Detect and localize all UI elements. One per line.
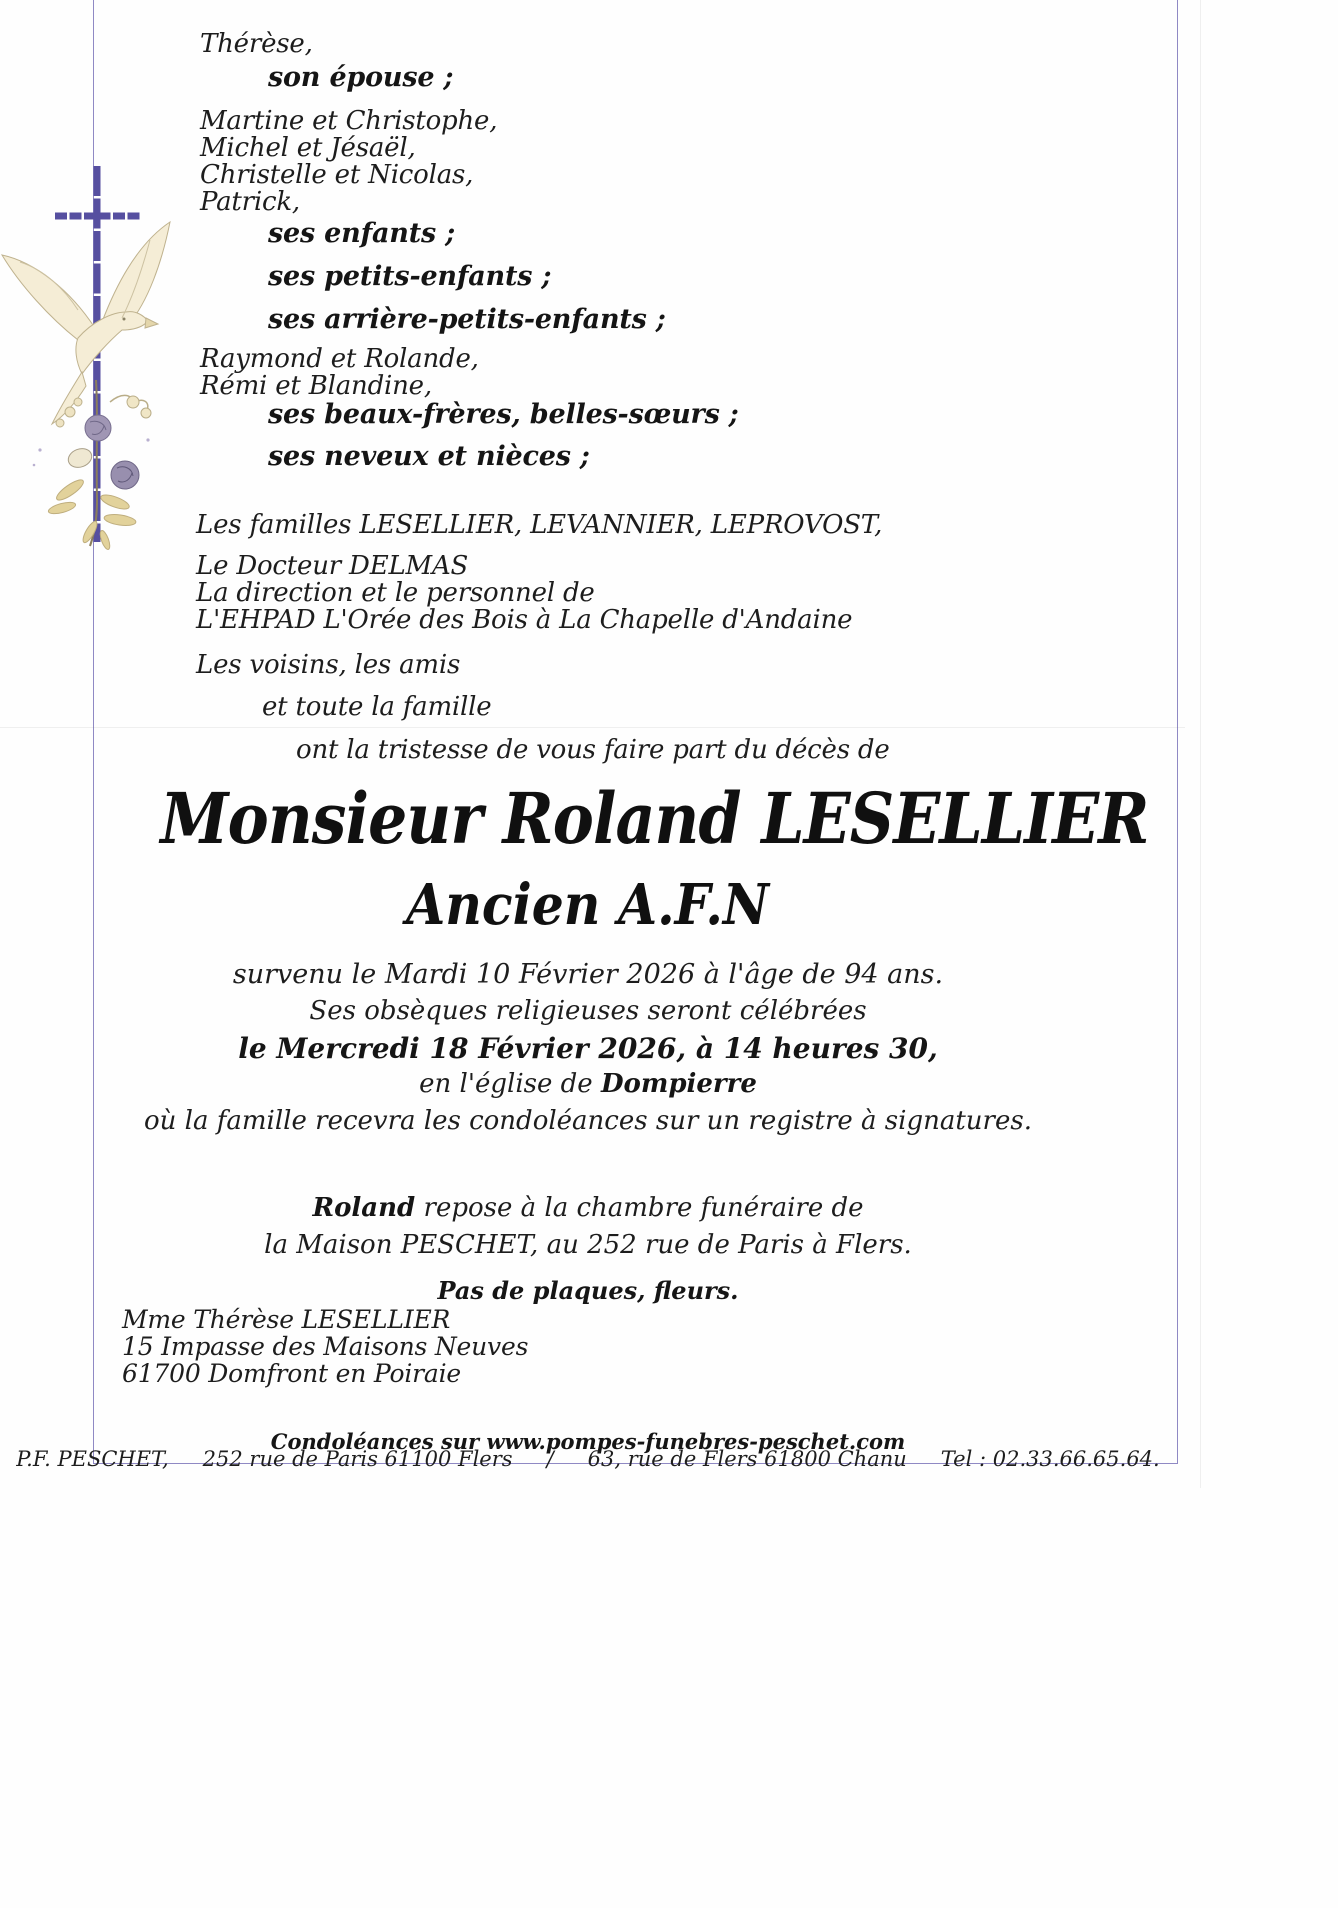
notice-line: Pas de plaques, fleurs. (437, 1276, 739, 1305)
doctor-line: Le Docteur DELMAS (196, 551, 469, 581)
footer-condolences-line: Condoléances sur www.pompes-funebres-peschet.com (270, 1429, 906, 1454)
ehpad-line: L'EHPAD L'Orée des Bois à La Chapelle d'Andaine (196, 605, 853, 635)
children-relation: ses enfants ; (268, 218, 455, 249)
dove-icon (2, 222, 170, 424)
contact-name: Mme Thérèse LESELLIER (122, 1305, 451, 1334)
church-place: Dompierre (600, 1069, 757, 1099)
families-line: Les familles LESELLIER, LEVANNIER, LEPROVOST, (196, 510, 883, 540)
footer-address-chanu: 63, rue de Flers 61800 Chanu (587, 1447, 907, 1471)
inlaw-name: Raymond et Rolande, (200, 344, 479, 374)
footer-company: P.F. PESCHET, (16, 1447, 169, 1471)
child-name: Patrick, (200, 187, 301, 217)
scan-artifact-vline (1200, 0, 1201, 1488)
death-date-line: survenu le Mardi 10 Février 2026 à l'âge de 94 ans. (232, 959, 944, 990)
repose-name: Roland (312, 1193, 416, 1223)
footer-address-line (16, 1447, 1160, 1472)
ceremony-date-line: le Mercredi 18 Février 2026, à 14 heures 30, (238, 1032, 938, 1065)
deceased-subtitle: Ancien A.F.N (406, 872, 770, 938)
contact-address-2: 61700 Domfront en Poiraie (122, 1359, 461, 1388)
footer-address-flers: 252 rue de Paris 61100 Flers (202, 1447, 513, 1471)
nieces-relation: ses neveux et nièces ; (268, 441, 590, 472)
grandchildren-relation: ses petits-enfants ; (268, 261, 552, 292)
whole-family-line: et toute la famille (262, 692, 492, 722)
deceased-name: Monsieur Roland LESELLIER (160, 777, 1149, 860)
staff-line: La direction et le personnel de (196, 578, 595, 608)
inlaws-relation: ses beaux-frères, belles-sœurs ; (268, 399, 739, 430)
child-name: Michel et Jésaël, (200, 133, 416, 163)
ceremony-church-line: en l'église de Dompierre (419, 1069, 757, 1099)
child-name: Christelle et Nicolas, (200, 160, 474, 190)
footer-phone: Tel : 02.33.66.65.64. (940, 1447, 1160, 1471)
neighbors-line: Les voisins, les amis (196, 650, 461, 680)
spouse-relation: son épouse ; (268, 62, 454, 93)
repose-line-2: la Maison PESCHET, au 252 rue de Paris à Flers. (264, 1230, 912, 1260)
inlaw-name: Rémi et Blandine, (200, 371, 432, 401)
decoration-artwork (0, 150, 210, 730)
flower-branch-icon (33, 380, 151, 551)
great-grandchildren-relation: ses arrière-petits-enfants ; (268, 304, 666, 335)
contact-address-1: 15 Impasse des Maisons Neuves (122, 1332, 529, 1361)
spouse-name: Thérèse, (200, 29, 313, 59)
repose-line-1: Roland repose à la chambre funéraire de (312, 1193, 864, 1223)
ceremony-register-line: où la famille recevra les condoléances sur un registre à signatures. (144, 1106, 1032, 1136)
footer-separator: / (546, 1447, 554, 1471)
announcement-line: ont la tristesse de vous faire part du décès de (296, 735, 890, 765)
child-name: Martine et Christophe, (200, 106, 498, 136)
ceremony-line-1: Ses obsèques religieuses seront célébrées (309, 996, 867, 1026)
